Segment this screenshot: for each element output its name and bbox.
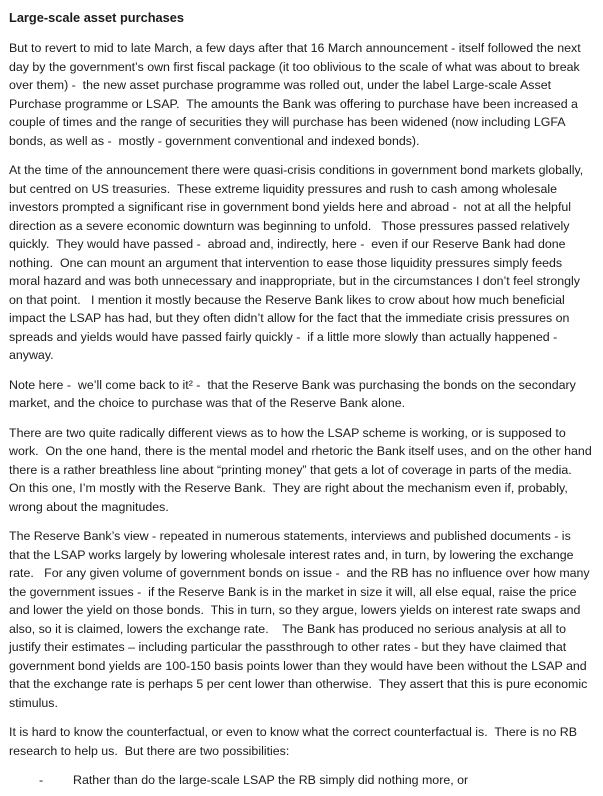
paragraph-2: At the time of the announcement there were quasi-crisis conditions in government bond markets globally, but centred on US treasuries. These extreme liquidity pressures and rush to cash among wholesale investors prompted a significant rise in government bond yields here and abroad - not at all the helpful direction as a severe economic downturn was beginning to unfold. Those pressures passed relatively quickly. They would have passed - abroad and, indirectly, here - even if our Reserve Bank had done nothing. One can mount an argument that intervention to ease those liquidity pressures simply feeds moral hazard and was both unnecessary and inappropriate, but in the circumstances I don’t feel strongly on that point. I mention it mostly because the Reserve Bank likes to crow about how much beneficial impact the LSAP has had, but they often didn’t allow for the fact that the immediate crisis pressures on spreads and yields would have passed fairly quickly - if a little more slowly than actually happened - anyway. [9,163,587,362]
document-page [9,9,594,790]
list-item-marker: - [39,773,44,787]
document-heading: Large-scale asset purchases [9,10,184,25]
paragraph-5: The Reserve Bank’s view - repeated in numerous statements, interviews and published documents - is that the LSAP works largely by lowering wholesale interest rates and, in turn, by lowering the exchange rate. For any given volume of government bonds on issue - and the RB has no influence over how many the government issues - if the Reserve Bank is in the market in size it will, all else equal, raise the price and lower the yield on those bonds. This in turn, so they argue, lowers yields on interest rate swaps and also, so it is claimed, lowers the exchange rate. The Bank has produced no serious analysis at all to justify their estimates – including particular the passthrough to other rates - but they have claimed that government bond yields are 100-150 basis points lower than they would have been without the LSAP and that the exchange rate is perhaps 5 per cent lower than otherwise. They assert that this is pure economic stimulus. [9,529,594,710]
list-item-text: Rather than do the large-scale LSAP the RB simply did nothing more, or [73,773,469,787]
list-item [9,771,594,790]
paragraph-4: There are two quite radically different views as to how the LSAP scheme is working, or is supposed to work. On the one hand, there is the mental model and rhetoric the Bank itself uses, and on the other hand there is a rather breathless line about “printing money” that gets a lot of coverage in parts of the media. On this one, I’m mostly with the Reserve Bank. They are right about the mechanism even if, probably, wrong about the magnitudes. [9,425,596,514]
paragraph-3-footnote-ref: Note here - we’ll come back to it² - that the Reserve Bank was purchasing the bonds on the secondary market, and the choice to purchase was that of the Reserve Bank alone. [9,377,580,410]
possibilities-list [9,771,594,790]
paragraph-1: But to revert to mid to late March, a few days after that 16 March announcement - itself followed the next day by the government’s own first fiscal package (it too oblivious to the scale of what was about to break over them) - the new asset purchase programme was rolled out, under the label Large-scale Asset Purchase programme or LSAP. The amounts the Bank was offering to purchase have been increased a couple of times and the range of securities they will purchase has been widened (now including LGFA bonds, as well as - mostly - government conventional and indexed bonds). [9,41,585,148]
paragraph-6: It is hard to know the counterfactual, or even to know what the correct counterfactual is. There is no RB research to help us. But there are two possibilities: [9,725,581,758]
